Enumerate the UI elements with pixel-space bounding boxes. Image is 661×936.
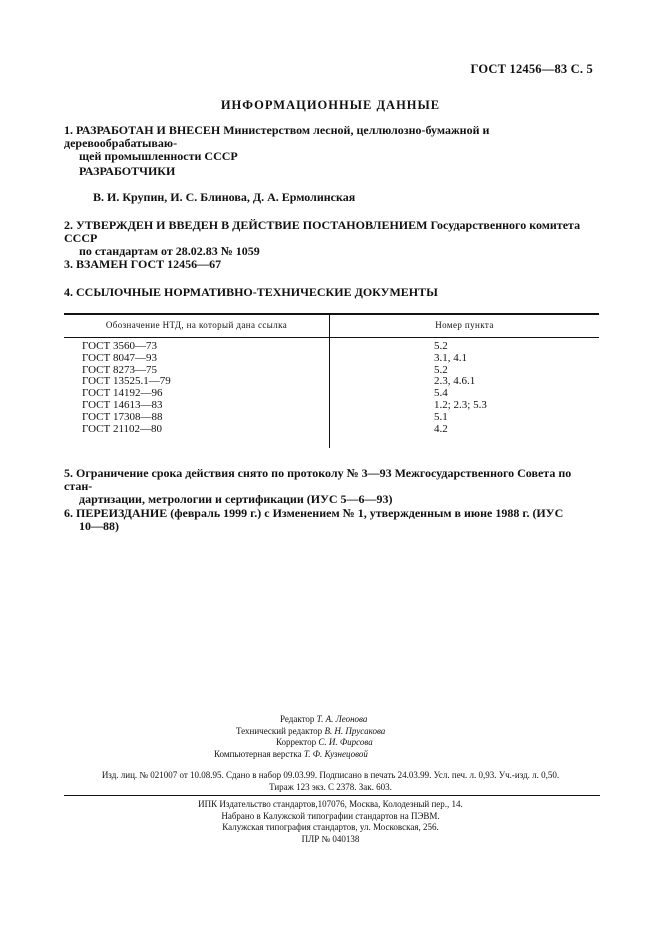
table-cell-doc: ГОСТ 3560—73 [82,340,157,352]
imprint [0,770,661,793]
item-caps: УТВЕРЖДЕН И ВВЕДЕН В ДЕЙСТВИЕ ПОСТАНОВЛЕНИЕМ [76,218,428,232]
publisher-line: ИПК Издательство стандартов,107076, Москва, Колодезный пер., 14. [198,799,463,809]
table-cell-clause: 5.2 [434,363,448,376]
item-text-cont: щей промышленности СССР [79,149,238,163]
item-text: Ограничение срока действия снято по протоколу № 3—93 Межгосударственного Совета по стан- [64,466,572,493]
item-caps: ВЗАМЕН ГОСТ 12456—67 [76,257,222,271]
imprint-line: Тираж 123 экз. С 2378. Зак. 603. [269,781,392,792]
table-cell-clause: 4.2 [434,422,448,435]
item-5 [64,467,600,506]
person-name: Т. А. Леонова [316,714,368,724]
item-6 [64,507,600,533]
item-number: 1. [64,123,73,137]
table-header-doc: Обозначение НТД, на который дана ссылка [105,320,288,330]
section-title: ИНФОРМАЦИОННЫЕ ДАННЫЕ [220,98,441,112]
person-name: В. Н. Прусакова [324,725,386,736]
item-text: Министерством лесной, целлюлозно-бумажной и деревообрабатываю- [64,123,490,150]
item-3 [64,258,600,271]
reference-table [64,313,599,448]
table-cell-doc: ГОСТ 17308—88 [82,410,163,423]
developers-list: В. И. Крупин, И. С. Блинова, Д. А. Ермолинская [93,190,356,204]
item-text: ПЕРЕИЗДАНИЕ (февраль 1999 г.) с Изменением № 1, утвержденным в июне 1988 г. (ИУС [76,506,564,520]
page-header-ref: ГОСТ 12456—83 С. 5 [470,62,593,76]
item-text-cont: 10—88) [79,519,119,533]
table-cell-clause: 5.4 [434,387,448,400]
item-number: 3. [64,257,73,271]
item-2 [64,219,600,258]
role-label: Корректор [276,737,317,747]
table-header [64,315,599,338]
table-col-clause [434,341,487,435]
table-cell-clause: 5.2 [434,340,448,352]
item-number: 5. [64,466,73,480]
table-cell-doc: ГОСТ 8273—75 [82,363,157,376]
colophon [0,714,661,760]
publisher-line: Калужская типография стандартов, ул. Московская, 256. [222,822,439,832]
item-1 [64,124,600,163]
colophon-editor [0,714,661,726]
item-number: 4. [64,285,73,299]
role-label: Редактор [280,714,315,724]
colophon-corrector [0,737,661,749]
role-label: Технический редактор [236,725,323,736]
person-name: Т. Ф. Кузнецовой [303,748,368,759]
item-text-cont: дартизации, метрологии и сертификации (ИУС 5—6—93) [79,492,393,506]
item-text-cont: по стандартам от 28.02.83 № 1059 [79,244,260,258]
table-cell-clause: 5.1 [434,410,448,423]
table-cell-clause: 1.2; 2.3; 5.3 [434,398,487,411]
table-cell-clause: 2.3, 4.6.1 [434,375,476,388]
item-4 [64,286,600,299]
table-cell-clause: 3.1, 4.1 [434,351,467,364]
table-cell-doc: ГОСТ 13525.1—79 [82,375,171,388]
colophon-layout [0,749,661,761]
role-label: Компьютерная верстка [214,748,302,759]
table-col-doc [82,341,171,435]
table-cell-doc: ГОСТ 14192—96 [82,387,163,400]
item-caps: ССЫЛОЧНЫЕ НОРМАТИВНО-ТЕХНИЧЕСКИЕ ДОКУМЕНТЫ [76,285,438,299]
developers-heading: РАЗРАБОТЧИКИ [79,164,176,178]
table-header-clause: Номер пункта [435,320,494,330]
publisher-line: ПЛР № 040138 [301,833,360,844]
person-name: С. И. Фирсова [318,737,373,747]
item-number: 2. [64,218,73,232]
item-text: Государственного комитета СССР [64,218,581,245]
colophon-tech-editor [0,726,661,738]
table-divider [329,315,330,448]
table-cell-doc: ГОСТ 8047—93 [82,351,157,364]
imprint-line: Изд. лиц. № 021007 от 10.08.95. Сдано в набор 09.03.99. Подписано в печать 24.03.99. Усл. печ. л. 0,93. Уч.-изд. л. 0,50. [101,770,560,780]
divider-rule [64,795,600,796]
publisher-info [0,799,661,845]
table-cell-doc: ГОСТ 21102—80 [82,422,163,435]
publisher-line: Набрано в Калужской типографии стандартов на ПЭВМ. [221,810,440,821]
item-number: 6. [64,506,73,520]
item-caps: РАЗРАБОТАН И ВНЕСЕН [76,123,221,137]
table-cell-doc: ГОСТ 14613—83 [82,398,163,411]
